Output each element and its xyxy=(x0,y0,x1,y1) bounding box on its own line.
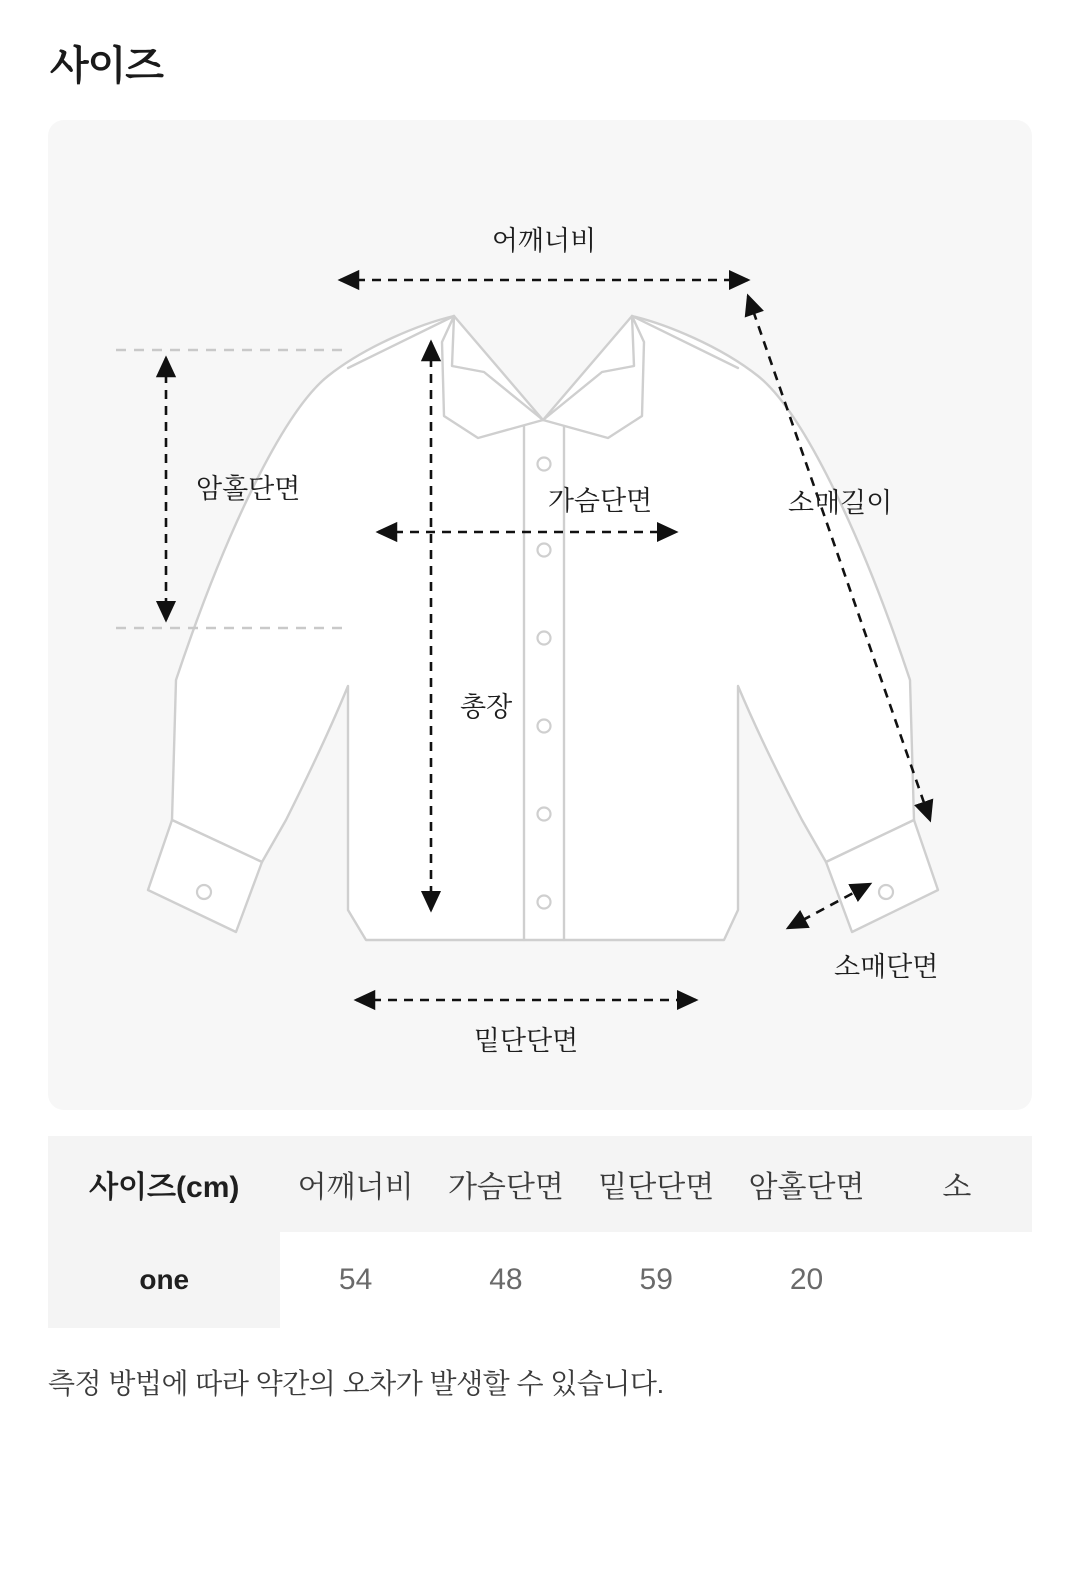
size-table-header xyxy=(48,1136,1032,1232)
size-guide-page xyxy=(0,42,1080,1588)
table-cell-shoulder: 54 xyxy=(280,1232,430,1328)
label-shoulder: 어깨너비 xyxy=(491,226,597,256)
measure-hem xyxy=(356,1000,696,1056)
table-cell-armhole: 20 xyxy=(731,1232,881,1328)
measurement-note: 측정 방법에 따라 약간의 오차가 발생할 수 있습니다. xyxy=(48,1368,664,1399)
table-cell-sleeve xyxy=(882,1232,1032,1328)
size-table-body xyxy=(48,1232,1032,1328)
label-chest: 가슴단면 xyxy=(547,486,653,516)
size-table xyxy=(48,1136,1032,1328)
table-header-size: 사이즈(cm) xyxy=(48,1136,280,1232)
table-header-row xyxy=(48,1136,1032,1232)
label-sleeve-width: 소매단면 xyxy=(834,952,939,982)
table-row xyxy=(48,1232,1032,1328)
table-header-shoulder: 어깨너비 xyxy=(280,1136,430,1232)
label-sleeve-length: 소매길이 xyxy=(788,488,893,518)
table-cell-size-name: one xyxy=(48,1232,280,1328)
shirt-diagram-svg xyxy=(48,120,1032,1110)
label-length: 총장 xyxy=(460,692,513,722)
table-cell-chest: 48 xyxy=(431,1232,581,1328)
table-header-armhole: 암홀단면 xyxy=(731,1136,881,1232)
page-title: 사이즈 xyxy=(50,44,163,88)
table-header-hem: 밑단단면 xyxy=(581,1136,731,1232)
label-hem: 밑단단면 xyxy=(473,1026,579,1056)
size-diagram-card xyxy=(48,120,1032,1110)
label-armhole: 암홀단면 xyxy=(196,474,301,504)
table-cell-hem: 59 xyxy=(581,1232,731,1328)
table-header-chest: 가슴단면 xyxy=(431,1136,581,1232)
table-header-sleeve: 소 xyxy=(882,1136,1032,1232)
measure-shoulder xyxy=(340,226,748,280)
